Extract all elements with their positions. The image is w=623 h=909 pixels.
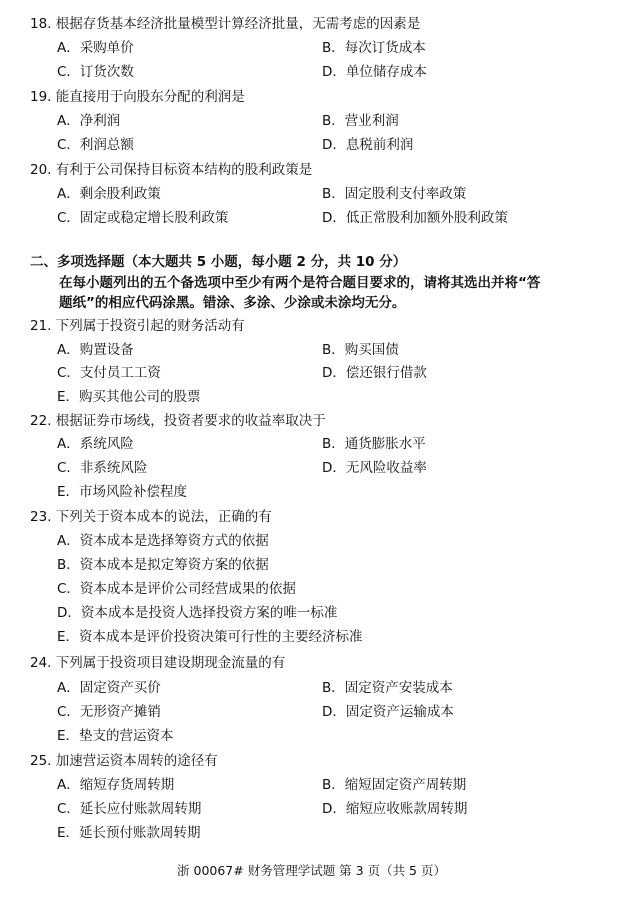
question-24-option-b: B．固定资产安装成本 bbox=[322, 680, 453, 696]
question-20-option-d: D．低正常股利加额外股利政策 bbox=[322, 210, 508, 226]
question-21-option-b: B．购买国债 bbox=[322, 342, 399, 358]
question-21-option-e: E．购买其他公司的股票 bbox=[57, 389, 201, 405]
question-20-option-b: B．固定股利支付率政策 bbox=[322, 186, 467, 202]
question-22-option-d: D．无风险收益率 bbox=[322, 460, 427, 476]
question-22-stem: 22. 根据证券市场线，投资者要求的收益率取决于 bbox=[30, 413, 326, 429]
question-23-option-d: D．资本成本是投资人选择投资方案的唯一标准 bbox=[57, 605, 338, 621]
question-25-option-b: B．缩短固定资产周转期 bbox=[322, 777, 467, 793]
question-22-option-a: A．系统风险 bbox=[57, 436, 134, 452]
question-19-option-c: C．利润总额 bbox=[57, 137, 134, 153]
question-23-option-a: A．资本成本是选择筹资方式的依据 bbox=[57, 533, 269, 549]
question-23-stem: 23. 下列关于资本成本的说法，正确的有 bbox=[30, 509, 272, 525]
question-22-option-c: C．非系统风险 bbox=[57, 460, 148, 476]
question-20-stem: 20. 有利于公司保持目标资本结构的股利政策是 bbox=[30, 162, 313, 178]
question-22-option-b: B．通货膨胀水平 bbox=[322, 436, 426, 452]
question-19-option-b: B．营业利润 bbox=[322, 113, 399, 129]
question-21-option-a: A．购置设备 bbox=[57, 342, 134, 358]
question-18-option-c: C．订货次数 bbox=[57, 64, 134, 80]
question-24-option-c: C．无形资产摊销 bbox=[57, 704, 161, 720]
section-2-instructions-line-1: 在每小题列出的五个备选项中至少有两个是符合题目要求的，请将其选出并将“答 bbox=[59, 275, 541, 291]
question-23-option-c: C．资本成本是评价公司经营成果的依据 bbox=[57, 581, 296, 597]
question-23-option-e: E．资本成本是评价投资决策可行性的主要经济标准 bbox=[57, 629, 363, 645]
question-20-option-c: C．固定或稳定增长股利政策 bbox=[57, 210, 229, 226]
section-2-instructions-line-2: 题纸”的相应代码涂黑。错涂、多涂、少涂或未涂均无分。 bbox=[59, 295, 406, 311]
question-23-option-b: B．资本成本是拟定筹资方案的依据 bbox=[57, 557, 269, 573]
question-25-option-a: A．缩短存货周转期 bbox=[57, 777, 175, 793]
question-21-stem: 21. 下列属于投资引起的财务活动有 bbox=[30, 318, 245, 334]
question-25-option-d: D．缩短应收账款周转期 bbox=[322, 801, 468, 817]
question-22-option-e: E．市场风险补偿程度 bbox=[57, 484, 188, 500]
question-21-option-d: D．偿还银行借款 bbox=[322, 365, 427, 381]
question-18-option-d: D．单位储存成本 bbox=[322, 64, 427, 80]
question-19-option-a: A．净利润 bbox=[57, 113, 121, 129]
question-20-option-a: A．剩余股利政策 bbox=[57, 186, 161, 202]
section-2-title: 二、多项选择题（本大题共 5 小题，每小题 2 分，共 10 分） bbox=[30, 254, 407, 270]
question-25-stem: 25. 加速营运资本周转的途径有 bbox=[30, 753, 218, 769]
question-19-option-d: D．息税前利润 bbox=[322, 137, 414, 153]
question-24-stem: 24. 下列属于投资项目建设期现金流量的有 bbox=[30, 655, 286, 671]
question-18-option-b: B．每次订货成本 bbox=[322, 40, 426, 56]
question-18-option-a: A．采购单价 bbox=[57, 40, 134, 56]
question-21-option-c: C．支付员工工资 bbox=[57, 365, 161, 381]
page-footer: 浙 00067# 财务管理学试题 第 3 页（共 5 页） bbox=[177, 863, 446, 878]
question-25-option-c: C．延长应付账款周转期 bbox=[57, 801, 202, 817]
question-25-option-e: E．延长预付账款周转期 bbox=[57, 825, 201, 841]
question-24-option-d: D．固定资产运输成本 bbox=[322, 704, 454, 720]
question-24-option-e: E．垫支的营运资本 bbox=[57, 728, 174, 744]
question-24-option-a: A．固定资产买价 bbox=[57, 680, 161, 696]
question-18-stem: 18. 根据存货基本经济批量模型计算经济批量，无需考虑的因素是 bbox=[30, 16, 421, 32]
question-19-stem: 19. 能直接用于向股东分配的利润是 bbox=[30, 89, 245, 105]
